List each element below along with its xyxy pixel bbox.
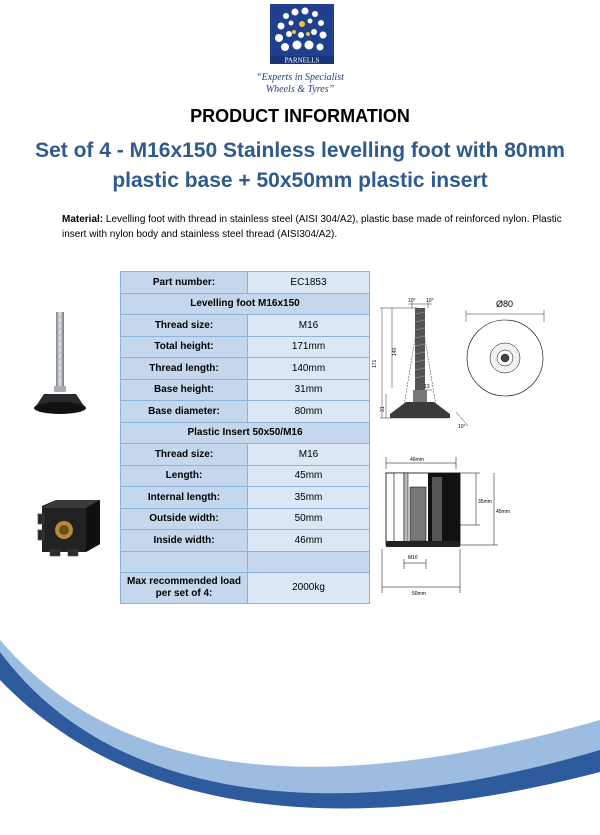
spec-label: Thread size: <box>121 315 248 337</box>
dim-thread-size: M16 <box>408 555 418 561</box>
base-top-view-drawing <box>460 296 550 406</box>
dim-angle-left: 10° <box>408 298 416 304</box>
dim-base-height: 31 <box>380 406 386 412</box>
product-title-line-1: Set of 4 - M16x150 Stainless levelling foot with 80mm <box>35 139 565 162</box>
table-row <box>121 508 370 530</box>
spec-value: 45mm <box>248 465 370 487</box>
dim-13: 13 <box>424 384 430 390</box>
tagline-line-2: Wheels & Tyres” <box>265 84 335 95</box>
table-row <box>121 551 370 573</box>
load-label-line-2: per set of 4: <box>155 588 213 599</box>
spec-value: 80mm <box>248 401 370 423</box>
table-row <box>121 573 370 604</box>
spec-value: 50mm <box>248 508 370 530</box>
table-row <box>121 487 370 509</box>
table-row <box>121 444 370 466</box>
blank-cell <box>248 551 370 573</box>
product-title-line-2: plastic base + 50x50mm plastic insert <box>112 169 488 192</box>
dim-internal-length: 35mm <box>478 499 492 505</box>
spec-label: Inside width: <box>121 530 248 552</box>
material-label: Material: <box>62 214 104 225</box>
load-label <box>121 573 248 604</box>
spec-label: Length: <box>121 465 248 487</box>
dim-length: 45mm <box>496 509 510 515</box>
table-row <box>121 422 370 444</box>
decorative-wave <box>0 600 600 835</box>
load-value: 2000kg <box>248 573 370 604</box>
table-row <box>121 465 370 487</box>
spec-label: Thread length: <box>121 358 248 380</box>
tagline <box>210 72 390 96</box>
spec-label: Total height: <box>121 336 248 358</box>
table-row <box>121 379 370 401</box>
dim-angle-right: 10° <box>426 298 434 304</box>
material-text: Levelling foot with thread in stainless steel (AISI 304/A2), plastic base made of reinforced nylon. Plastic insert with nylon body and stainless steel thread (AISI304/A2). <box>62 214 562 240</box>
dim-angle-bottom: 10° <box>458 424 466 430</box>
dim-diameter: Ø80 <box>496 299 514 309</box>
table-row <box>121 358 370 380</box>
part-number-label: Part number: <box>121 272 248 294</box>
spec-value: 46mm <box>248 530 370 552</box>
blank-cell <box>121 551 248 573</box>
plastic-insert-drawing <box>380 453 530 603</box>
table-row <box>121 530 370 552</box>
table-row <box>121 336 370 358</box>
tagline-line-1: “Experts in Specialist <box>256 72 344 83</box>
spec-table <box>120 271 370 604</box>
table-row <box>121 315 370 337</box>
table-row <box>121 272 370 294</box>
insert-section-heading: Plastic Insert 50x50/M16 <box>121 422 370 444</box>
dim-outside-width: 50mm <box>412 591 426 597</box>
spec-label: Base height: <box>121 379 248 401</box>
section-heading: PRODUCT INFORMATION <box>190 106 410 126</box>
table-row <box>121 293 370 315</box>
product-title <box>30 136 570 196</box>
spec-value: 31mm <box>248 379 370 401</box>
spec-label: Internal length: <box>121 487 248 509</box>
spec-value: 35mm <box>248 487 370 509</box>
table-row <box>121 401 370 423</box>
spec-value: 171mm <box>248 336 370 358</box>
plastic-insert-image <box>36 492 106 562</box>
spec-value: M16 <box>248 444 370 466</box>
foot-section-heading: Levelling foot M16x150 <box>121 293 370 315</box>
spec-value: 140mm <box>248 358 370 380</box>
material-description <box>62 212 562 242</box>
spec-label: Outside width: <box>121 508 248 530</box>
dim-thread-length: 140 <box>392 347 398 356</box>
load-label-line-1: Max recommended load <box>127 576 241 587</box>
dim-total-height: 171 <box>372 359 378 368</box>
levelling-foot-image <box>30 310 90 430</box>
spec-label: Base diameter: <box>121 401 248 423</box>
spec-label: Thread size: <box>121 444 248 466</box>
brand-name: PARNELLS <box>284 56 320 65</box>
part-number-value: EC1853 <box>248 272 370 294</box>
spec-value: M16 <box>248 315 370 337</box>
dim-inside-width: 46mm <box>410 457 424 463</box>
